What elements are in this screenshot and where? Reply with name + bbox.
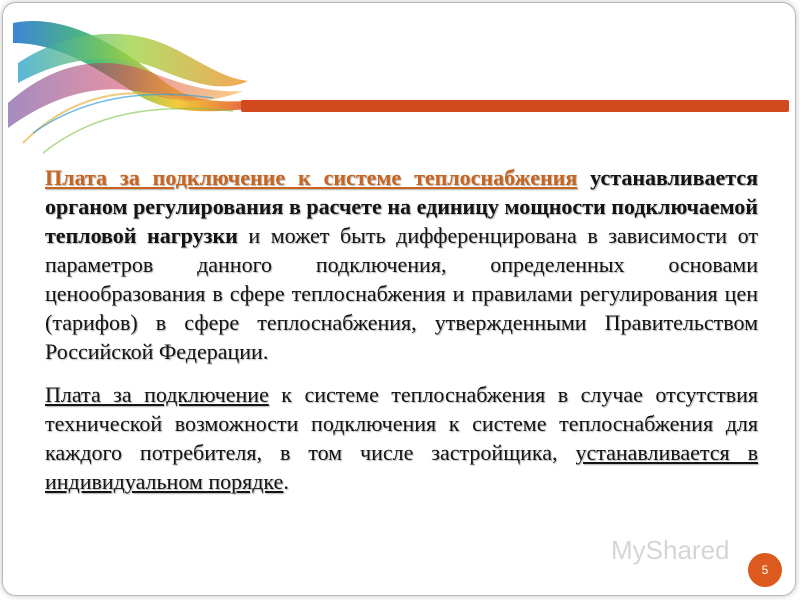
p1-rest: и может быть дифференцирована в зависимости от параметров данного подключения, определенных основами ценообразования в сфере теплоснабжения и правилами регулирования цен (тарифов) в сфере теплоснабжения, утвержденными Правительством Российской Федерации.	[45, 223, 758, 364]
swoosh-decoration-icon	[3, 3, 253, 163]
watermark: MyShared	[611, 535, 730, 565]
paragraph-2	[45, 380, 758, 496]
p2-tail: устанавливается в индивидуальном порядке	[45, 440, 758, 494]
slide-body	[45, 163, 758, 496]
page-number-badge: 5	[748, 553, 782, 587]
p2-middle: к системе теплоснабжения в случае отсутствия технической возможности подключения к системе теплоснабжения для каждого потребителя, в том числе застройщика,	[45, 382, 759, 465]
slide	[2, 2, 796, 596]
p2-lead: Плата за подключение	[45, 382, 269, 407]
p1-lead: Плата за подключение к системе теплоснабжения	[45, 165, 578, 190]
accent-bar	[241, 100, 789, 112]
paragraph-1	[45, 163, 758, 366]
p2-end: .	[283, 469, 289, 494]
p1-bold: устанавливается органом регулирования в расчете на единицу мощности подключаемой тепловой нагрузки	[45, 165, 758, 248]
